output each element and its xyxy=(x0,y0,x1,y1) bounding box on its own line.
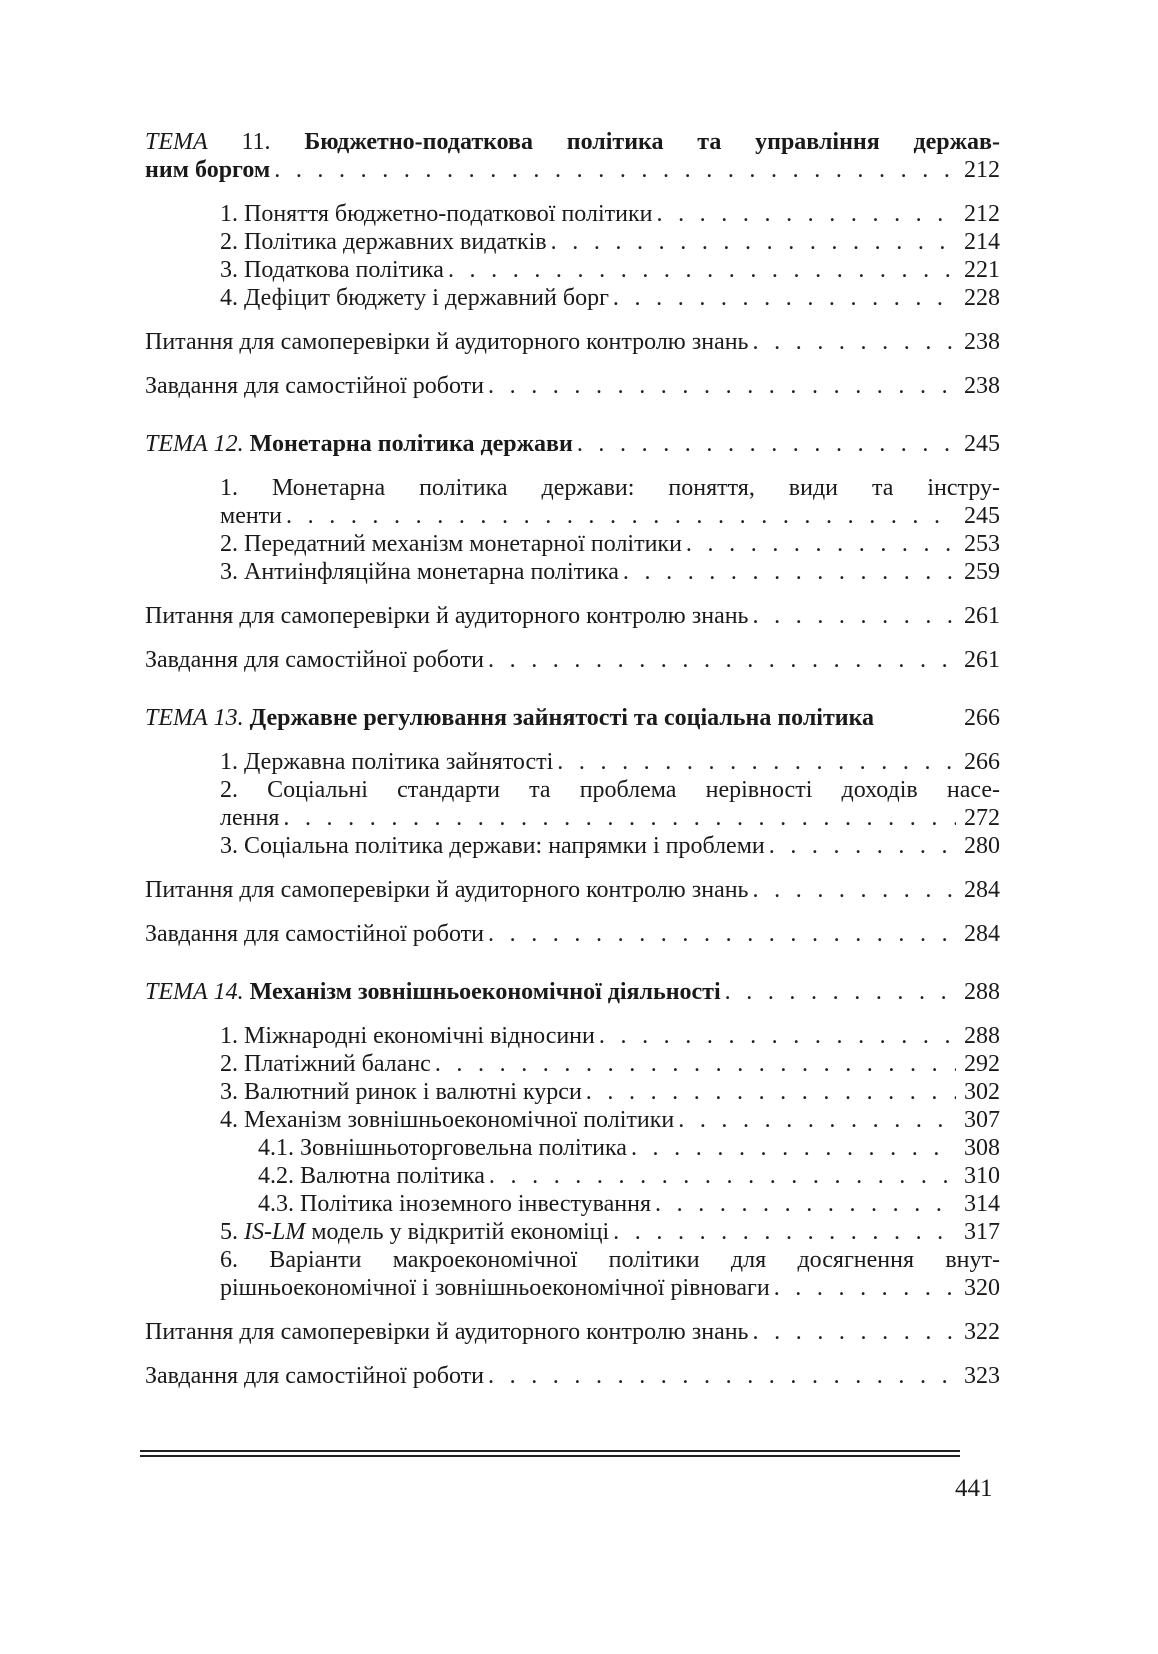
entry-text: 2. Платіжний баланс xyxy=(220,1051,431,1077)
leader-dots xyxy=(557,748,956,776)
page-ref: 253 xyxy=(964,531,1000,557)
entry-text: Завдання для самостійної роботи xyxy=(145,373,484,399)
page-ref: 212 xyxy=(964,201,1000,227)
leader-dots xyxy=(656,200,956,228)
toc-entry[interactable] xyxy=(145,284,1000,312)
toc-entry[interactable] xyxy=(145,256,1000,284)
theme-14-heading[interactable] xyxy=(145,978,1000,1006)
page-ref: 245 xyxy=(964,431,1000,457)
toc-entry[interactable] xyxy=(145,372,1000,400)
entry-text: 3. Валютний ринок і валютні курси xyxy=(220,1079,582,1105)
page-ref: 272 xyxy=(964,805,1000,831)
leader-dots xyxy=(753,328,956,356)
leader-dots xyxy=(283,804,956,832)
entry-text: 3. Соціальна політика держави: напрямки і проблеми xyxy=(220,833,765,859)
entry-text: Питання для самоперевірки й аудиторного контролю знань xyxy=(145,1319,749,1345)
page-ref: 228 xyxy=(964,285,1000,311)
leader-dots xyxy=(753,1318,956,1346)
theme-title-cont: ним боргом xyxy=(145,157,271,183)
leader-dots xyxy=(686,530,956,558)
page-ref: 288 xyxy=(964,979,1000,1005)
entry-text: модель у відкритій економіці xyxy=(305,1219,610,1245)
toc-entry[interactable] xyxy=(145,1022,1000,1050)
leader-dots xyxy=(435,1050,956,1078)
page-ref: 302 xyxy=(964,1079,1000,1105)
page-ref: 310 xyxy=(964,1163,1000,1189)
entry-text: 1. Міжнародні економічні відносини xyxy=(220,1023,595,1049)
page-ref: 238 xyxy=(964,373,1000,399)
leader-dots xyxy=(286,502,956,530)
toc-entry[interactable] xyxy=(145,1274,1000,1302)
entry-text: 1. Державна політика зайнятості xyxy=(220,749,554,775)
toc-entry[interactable] xyxy=(145,1318,1000,1346)
page-ref: 266 xyxy=(964,749,1000,775)
leader-dots xyxy=(274,156,956,184)
page-ref: 292 xyxy=(964,1051,1000,1077)
theme-number: 11. xyxy=(207,129,271,155)
entry-text: 4. Дефіцит бюджету і державний борг xyxy=(220,285,609,311)
toc-entry[interactable] xyxy=(145,1218,1000,1246)
theme-label: ТЕМА 12. xyxy=(145,431,244,457)
entry-text: 2. Політика державних видатків xyxy=(220,229,547,255)
entry-text: 4.2. Валютна політика xyxy=(258,1163,485,1189)
toc-entry[interactable] xyxy=(145,1050,1000,1078)
entry-text: 2. Соціальні стандарти та проблема нерівності доходів насе- xyxy=(220,777,1000,803)
toc-entry[interactable] xyxy=(145,1362,1000,1390)
theme-13-heading[interactable] xyxy=(145,704,1000,732)
toc-entry[interactable] xyxy=(145,646,1000,674)
theme-title: Бюджетно-податкова політика та управління держав- xyxy=(304,129,1001,155)
page-ref: 280 xyxy=(964,833,1000,859)
page-ref: 221 xyxy=(964,257,1000,283)
entry-text-cont: лення xyxy=(220,805,280,831)
toc-entry[interactable] xyxy=(145,156,1000,184)
toc-entry[interactable] xyxy=(145,558,1000,586)
entry-text: Питання для самоперевірки й аудиторного контролю знань xyxy=(145,603,749,629)
page-number: 441 xyxy=(955,1475,993,1502)
theme-title: Монетарна політика держави xyxy=(249,431,573,457)
entry-text: 3. Антиінфляційна монетарна політика xyxy=(220,559,619,585)
entry-text: Завдання для самостійної роботи xyxy=(145,1363,484,1389)
toc-entry[interactable] xyxy=(145,328,1000,356)
entry-text: Завдання для самостійної роботи xyxy=(145,647,484,673)
toc-entry[interactable] xyxy=(145,1106,1000,1134)
leader-dots xyxy=(725,978,956,1006)
entry-text: 4. Механізм зовнішньоекономічної політики xyxy=(220,1107,675,1133)
entry-prefix: 5. xyxy=(220,1219,244,1245)
leader-dots xyxy=(586,1078,956,1106)
theme-12-heading[interactable] xyxy=(145,430,1000,458)
leader-dots xyxy=(623,558,956,586)
leader-dots xyxy=(613,1218,956,1246)
toc-subentry[interactable] xyxy=(145,1134,1000,1162)
leader-dots xyxy=(655,1190,956,1218)
table-of-contents xyxy=(145,128,1000,1390)
entry-text: 3. Податкова політика xyxy=(220,257,444,283)
leader-dots xyxy=(678,1106,956,1134)
entry-text: 1. Поняття бюджетно-податкової політики xyxy=(220,201,653,227)
leader-dots xyxy=(577,430,956,458)
toc-entry[interactable] xyxy=(145,602,1000,630)
toc-entry[interactable] xyxy=(145,748,1000,776)
page-ref: 307 xyxy=(964,1107,1000,1133)
page-ref: 261 xyxy=(964,647,1000,673)
theme-label: ТЕМА 14. xyxy=(145,979,244,1005)
page-ref: 323 xyxy=(964,1363,1000,1389)
leader-dots xyxy=(774,1274,956,1302)
toc-entry[interactable] xyxy=(145,920,1000,948)
page-ref: 238 xyxy=(964,329,1000,355)
page-ref: 317 xyxy=(964,1219,1000,1245)
page-ref: 259 xyxy=(964,559,1000,585)
toc-entry[interactable] xyxy=(145,530,1000,558)
entry-text-cont: рішньоекономічної і зовнішньоекономічної рівноваги xyxy=(220,1275,770,1301)
page-ref: 266 xyxy=(964,705,1000,731)
entry-text: 4.1. Зовнішньоторговельна політика xyxy=(258,1135,627,1161)
leader-dots xyxy=(599,1022,956,1050)
page-ref: 288 xyxy=(964,1023,1000,1049)
entry-italic: IS-LM xyxy=(244,1219,306,1245)
toc-entry[interactable] xyxy=(145,876,1000,904)
entry-text: 6. Варіанти макроекономічної політики для досягнення внут- xyxy=(220,1247,1000,1273)
toc-entry[interactable] xyxy=(145,832,1000,860)
page-ref: 212 xyxy=(964,157,1000,183)
leader-dots xyxy=(448,256,956,284)
page-ref: 245 xyxy=(964,503,1000,529)
toc-subentry[interactable] xyxy=(145,1162,1000,1190)
entry-text: 1. Монетарна політика держави: поняття, види та інстру- xyxy=(220,475,1000,501)
page-ref: 314 xyxy=(964,1191,1000,1217)
entry-text: Завдання для самостійної роботи xyxy=(145,921,484,947)
page-ref: 308 xyxy=(964,1135,1000,1161)
leader-dots xyxy=(753,602,956,630)
toc-entry[interactable] xyxy=(145,804,1000,832)
entry-text: Питання для самоперевірки й аудиторного контролю знань xyxy=(145,877,749,903)
leader-dots xyxy=(488,646,956,674)
page-ref: 284 xyxy=(964,877,1000,903)
theme-title: Механізм зовнішньоекономічної діяльності xyxy=(249,979,721,1005)
theme-title: Державне регулювання зайнятості та соціальна політика xyxy=(249,705,875,731)
entry-text: 4.3. Політика іноземного інвестування xyxy=(258,1191,652,1217)
leader-dots xyxy=(631,1134,956,1162)
page-ref: 320 xyxy=(964,1275,1000,1301)
leader-dots xyxy=(488,1362,956,1390)
leader-dots xyxy=(613,284,956,312)
entry-text-cont: менти xyxy=(220,503,283,529)
leader-dots xyxy=(489,1162,956,1190)
page-ref: 284 xyxy=(964,921,1000,947)
page-ref: 214 xyxy=(964,229,1000,255)
theme-11-heading xyxy=(145,128,1000,156)
leader-dots xyxy=(769,832,956,860)
toc-entry[interactable] xyxy=(145,1078,1000,1106)
theme-label: ТЕМА xyxy=(145,129,208,155)
leader-dots xyxy=(551,228,956,256)
leader-dots xyxy=(753,876,956,904)
page-ref: 261 xyxy=(964,603,1000,629)
leader-dots xyxy=(488,372,956,400)
page-ref: 322 xyxy=(964,1319,1000,1345)
toc-entry[interactable] xyxy=(145,200,1000,228)
toc-subentry[interactable] xyxy=(145,1190,1000,1218)
leader-dots xyxy=(488,920,956,948)
footer-divider xyxy=(140,1450,960,1460)
toc-entry[interactable] xyxy=(145,502,1000,530)
theme-label: ТЕМА 13. xyxy=(145,705,244,731)
toc-entry[interactable] xyxy=(145,228,1000,256)
entry-text: Питання для самоперевірки й аудиторного контролю знань xyxy=(145,329,749,355)
entry-text: 2. Передатний механізм монетарної політики xyxy=(220,531,682,557)
